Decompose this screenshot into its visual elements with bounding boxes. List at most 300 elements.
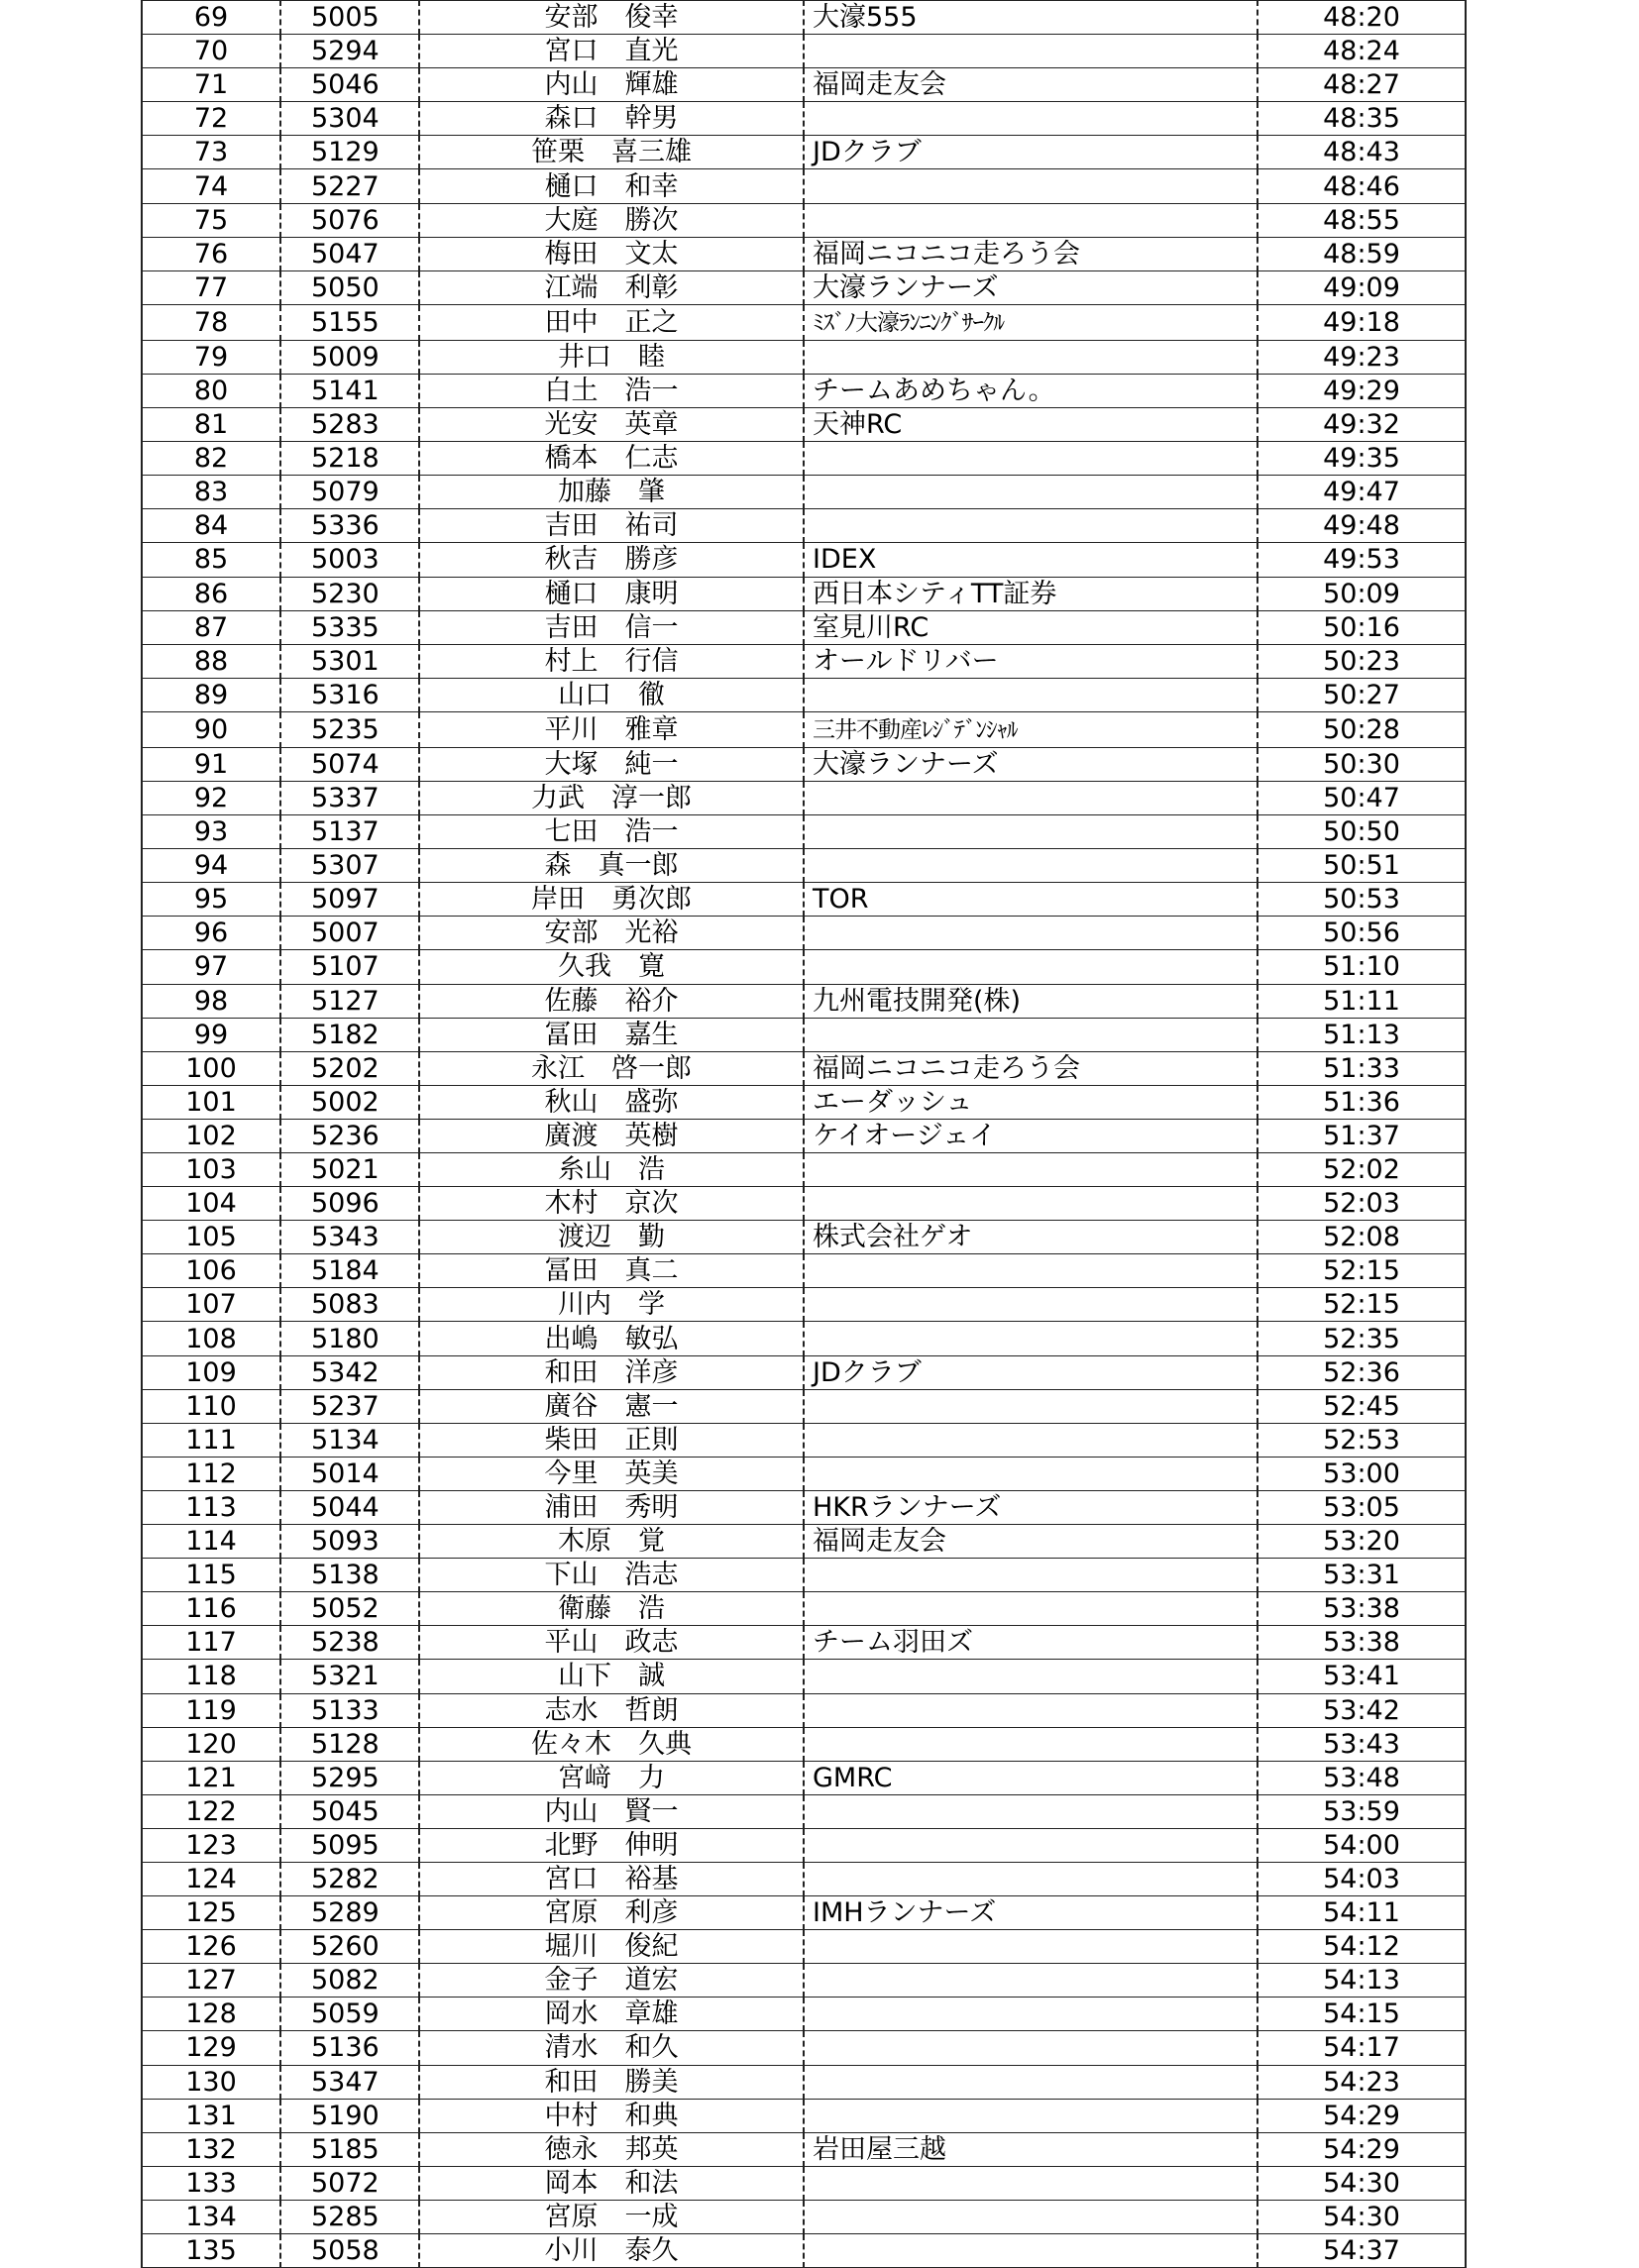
rank-cell (142, 577, 280, 610)
result-row (142, 1457, 1466, 1490)
rank-cell (142, 2132, 280, 2166)
club-cell (804, 270, 1257, 304)
finish-time-cell-text: 54:29 (1323, 2133, 1400, 2165)
runner-name-cell-text: 出嶋 敏弘 (544, 1323, 679, 1354)
rank-cell-text: 82 (193, 443, 229, 475)
result-row (142, 1288, 1466, 1322)
runner-name-cell (419, 237, 804, 270)
rank-cell (142, 1930, 280, 1964)
runner-name-cell (419, 2200, 804, 2233)
bib-number-cell-text: 5182 (311, 1019, 380, 1050)
bib-number-cell-text: 5343 (311, 1222, 380, 1253)
club-cell (804, 678, 1257, 711)
runner-name-cell-text: 木村 京次 (544, 1188, 679, 1220)
rank-cell-text: 77 (193, 271, 229, 303)
bib-number-cell (280, 509, 419, 543)
rank-cell (142, 1727, 280, 1761)
results-table (141, 0, 1467, 2268)
bib-number-cell-text: 5283 (311, 409, 380, 441)
bib-number-cell-text: 5295 (311, 1762, 380, 1793)
runner-name-cell-text: 中村 和典 (544, 2100, 679, 2131)
finish-time-cell-text: 54:17 (1323, 2032, 1400, 2064)
rank-cell (142, 408, 280, 442)
bib-number-cell-text: 5007 (311, 918, 380, 949)
finish-time-cell (1257, 1018, 1466, 1051)
bib-number-cell (280, 169, 419, 203)
runner-name-cell (419, 1693, 804, 1727)
result-row (142, 678, 1466, 711)
club-cell-text: GMRC (813, 1762, 893, 1793)
result-row (142, 1018, 1466, 1051)
bib-number-cell (280, 1727, 419, 1761)
club-cell (804, 577, 1257, 610)
club-cell (804, 408, 1257, 442)
runner-name-cell (419, 1018, 804, 1051)
finish-time-cell-text: 51:10 (1323, 951, 1400, 983)
bib-number-cell (280, 1322, 419, 1355)
runner-name-cell-text: 力武 淳一郎 (531, 783, 692, 814)
runner-name-cell (419, 270, 804, 304)
finish-time-cell-text: 50:50 (1323, 816, 1400, 848)
finish-time-cell (1257, 1930, 1466, 1964)
result-row (142, 577, 1466, 610)
finish-time-cell (1257, 237, 1466, 270)
runner-name-cell-text: 岸田 勇次郎 (531, 884, 692, 916)
runner-name-cell-text: 衛藤 浩 (558, 1593, 665, 1625)
finish-time-cell-text: 54:30 (1323, 2201, 1400, 2232)
rank-cell-text: 109 (185, 1356, 237, 1388)
finish-time-cell (1257, 1964, 1466, 1998)
bib-number-cell-text: 5138 (311, 1560, 380, 1591)
finish-time-cell (1257, 1423, 1466, 1457)
runner-name-cell-text: 徳永 邦英 (544, 2133, 679, 2165)
result-row (142, 917, 1466, 950)
bib-number-cell (280, 1592, 419, 1626)
runner-name-cell (419, 543, 804, 577)
bib-number-cell-text: 5128 (311, 1728, 380, 1760)
finish-time-cell-text: 52:08 (1323, 1222, 1400, 1253)
runner-name-cell (419, 442, 804, 476)
runner-name-cell-text: 秋吉 勝彦 (544, 544, 679, 576)
result-row (142, 203, 1466, 237)
rank-cell (142, 304, 280, 340)
runner-name-cell (419, 1828, 804, 1862)
finish-time-cell (1257, 1761, 1466, 1794)
rank-cell (142, 2166, 280, 2200)
finish-time-cell (1257, 1221, 1466, 1254)
finish-time-cell (1257, 815, 1466, 849)
finish-time-cell-text: 50:23 (1323, 645, 1400, 677)
runner-name-cell-text: 樋口 康明 (544, 578, 679, 609)
club-cell (804, 1355, 1257, 1389)
finish-time-cell (1257, 509, 1466, 543)
result-row (142, 374, 1466, 407)
rank-cell-text: 108 (185, 1323, 237, 1354)
rank-cell-text: 76 (193, 238, 229, 270)
finish-time-cell-text: 54:00 (1323, 1829, 1400, 1861)
runner-name-cell-text: 大塚 純一 (544, 748, 679, 780)
club-cell-text: 福岡走友会 (813, 69, 946, 101)
bib-number-cell (280, 1051, 419, 1085)
rank-cell-text: 74 (193, 170, 229, 202)
finish-time-cell-text: 48:35 (1323, 103, 1400, 135)
rank-cell-text: 124 (185, 1864, 237, 1895)
runner-name-cell-text: 白土 浩一 (544, 375, 679, 406)
bib-number-cell-text: 5316 (311, 679, 380, 710)
rank-cell (142, 1490, 280, 1524)
club-cell (804, 1930, 1257, 1964)
finish-time-cell (1257, 610, 1466, 644)
bib-number-cell-text: 5336 (311, 510, 380, 542)
rank-cell-text: 89 (193, 679, 229, 710)
bib-number-cell-text: 5155 (311, 306, 380, 338)
bib-number-cell (280, 1457, 419, 1490)
result-row (142, 610, 1466, 644)
runner-name-cell (419, 68, 804, 102)
bib-number-cell (280, 1119, 419, 1152)
rank-cell (142, 136, 280, 169)
club-cell (804, 1119, 1257, 1152)
finish-time-cell (1257, 2200, 1466, 2233)
result-row (142, 1221, 1466, 1254)
bib-number-cell (280, 1254, 419, 1288)
club-cell-text: チーム羽田ズ (813, 1627, 973, 1659)
finish-time-cell-text: 52:36 (1323, 1356, 1400, 1388)
club-cell-text: 天神RC (813, 409, 903, 441)
club-cell (804, 1051, 1257, 1085)
club-cell (804, 136, 1257, 169)
result-row (142, 1660, 1466, 1693)
finish-time-cell (1257, 1592, 1466, 1626)
bib-number-cell (280, 304, 419, 340)
bib-number-cell-text: 5095 (311, 1829, 380, 1861)
runner-name-cell (419, 950, 804, 984)
finish-time-cell-text: 52:35 (1323, 1323, 1400, 1354)
club-cell (804, 883, 1257, 917)
result-row (142, 1153, 1466, 1187)
runner-name-cell (419, 1794, 804, 1828)
bib-number-cell (280, 644, 419, 678)
bib-number-cell (280, 1187, 419, 1221)
rank-cell (142, 1153, 280, 1187)
runner-name-cell-text: 宮原 利彦 (544, 1897, 679, 1929)
finish-time-cell-text: 54:15 (1323, 1998, 1400, 2030)
club-cell-text: JDクラブ (813, 1356, 922, 1388)
result-row (142, 169, 1466, 203)
bib-number-cell-text: 5072 (311, 2167, 380, 2199)
runner-name-cell (419, 1288, 804, 1322)
result-row (142, 304, 1466, 340)
runner-name-cell (419, 1254, 804, 1288)
rank-cell-text: 84 (193, 510, 229, 542)
rank-cell-text: 85 (193, 544, 229, 576)
result-row (142, 1592, 1466, 1626)
runner-name-cell-text: 冨田 真二 (544, 1255, 679, 1287)
result-row (142, 1187, 1466, 1221)
club-cell-text: 大濠555 (813, 2, 918, 34)
rank-cell (142, 950, 280, 984)
bib-number-cell (280, 678, 419, 711)
finish-time-cell (1257, 2031, 1466, 2065)
runner-name-cell-text: 久我 寛 (558, 951, 665, 983)
runner-name-cell (419, 1085, 804, 1119)
runner-name-cell-text: 岡本 和法 (544, 2167, 679, 2199)
result-row (142, 1727, 1466, 1761)
bib-number-cell (280, 2065, 419, 2099)
finish-time-cell (1257, 1862, 1466, 1895)
runner-name-cell (419, 1322, 804, 1355)
runner-name-cell-text: 樋口 和幸 (544, 170, 679, 202)
runner-name-cell-text: 木原 覚 (558, 1526, 665, 1558)
bib-number-cell (280, 35, 419, 68)
bib-number-cell (280, 1355, 419, 1389)
bib-number-cell (280, 2132, 419, 2166)
finish-time-cell (1257, 1119, 1466, 1152)
result-row (142, 1998, 1466, 2031)
rank-cell (142, 169, 280, 203)
club-cell-text: TOR (813, 884, 869, 916)
club-cell (804, 509, 1257, 543)
rank-cell-text: 80 (193, 375, 229, 406)
bib-number-cell-text: 5009 (311, 341, 380, 373)
finish-time-cell-text: 52:15 (1323, 1255, 1400, 1287)
finish-time-cell-text: 50:47 (1323, 783, 1400, 814)
club-cell-text: 大濠ランナーズ (813, 271, 999, 303)
bib-number-cell (280, 1525, 419, 1559)
runner-name-cell (419, 1051, 804, 1085)
club-cell (804, 1, 1257, 35)
result-row (142, 1322, 1466, 1355)
club-cell-text: 福岡走友会 (813, 1526, 946, 1558)
runner-name-cell-text: 糸山 浩 (558, 1154, 665, 1186)
bib-number-cell-text: 5096 (311, 1188, 380, 1220)
rank-cell (142, 1862, 280, 1895)
bib-number-cell (280, 1896, 419, 1930)
rank-cell-text: 83 (193, 477, 229, 508)
rank-cell-text: 94 (193, 850, 229, 882)
club-cell (804, 102, 1257, 136)
bib-number-cell (280, 1693, 419, 1727)
bib-number-cell-text: 5047 (311, 238, 380, 270)
club-cell (804, 711, 1257, 747)
runner-name-cell-text: 冨田 嘉生 (544, 1019, 679, 1050)
bib-number-cell (280, 711, 419, 747)
result-row (142, 270, 1466, 304)
rank-cell-text: 101 (185, 1086, 237, 1118)
bib-number-cell (280, 476, 419, 509)
bib-number-cell-text: 5050 (311, 271, 380, 303)
finish-time-cell-text: 53:05 (1323, 1491, 1400, 1523)
runner-name-cell (419, 678, 804, 711)
finish-time-cell-text: 51:37 (1323, 1120, 1400, 1151)
finish-time-cell-text: 53:38 (1323, 1627, 1400, 1659)
club-cell (804, 2234, 1257, 2268)
runner-name-cell-text: 柴田 正則 (544, 1424, 679, 1456)
finish-time-cell-text: 54:03 (1323, 1864, 1400, 1895)
runner-name-cell (419, 476, 804, 509)
rank-cell-text: 72 (193, 103, 229, 135)
runner-name-cell-text: 橋本 仁志 (544, 443, 679, 475)
club-cell (804, 849, 1257, 883)
rank-cell (142, 1559, 280, 1592)
runner-name-cell (419, 883, 804, 917)
rank-cell (142, 2234, 280, 2268)
rank-cell-text: 73 (193, 137, 229, 168)
rank-cell (142, 1592, 280, 1626)
finish-time-cell-text: 51:11 (1323, 985, 1400, 1017)
club-cell (804, 1862, 1257, 1895)
club-cell (804, 237, 1257, 270)
result-row (142, 35, 1466, 68)
result-row (142, 136, 1466, 169)
finish-time-cell (1257, 270, 1466, 304)
finish-time-cell (1257, 2065, 1466, 2099)
result-row (142, 340, 1466, 374)
club-cell (804, 1525, 1257, 1559)
runner-name-cell (419, 1221, 804, 1254)
runner-name-cell-text: 金子 道宏 (544, 1965, 679, 1997)
bib-number-cell-text: 5097 (311, 884, 380, 916)
rank-cell-text: 103 (185, 1154, 237, 1186)
finish-time-cell-text: 48:27 (1323, 69, 1400, 101)
result-row (142, 1896, 1466, 1930)
rank-cell-text: 123 (185, 1829, 237, 1861)
finish-time-cell-text: 49:32 (1323, 409, 1400, 441)
rank-cell (142, 1693, 280, 1727)
runner-name-cell-text: 秋山 盛弥 (544, 1086, 679, 1118)
club-cell (804, 442, 1257, 476)
runner-name-cell (419, 1896, 804, 1930)
runner-name-cell (419, 1626, 804, 1660)
result-row (142, 984, 1466, 1018)
finish-time-cell (1257, 1727, 1466, 1761)
finish-time-cell-text: 48:46 (1323, 170, 1400, 202)
club-cell (804, 2031, 1257, 2065)
finish-time-cell-text: 52:53 (1323, 1424, 1400, 1456)
result-row (142, 950, 1466, 984)
rank-cell (142, 2200, 280, 2233)
bib-number-cell-text: 5093 (311, 1526, 380, 1558)
club-cell (804, 2166, 1257, 2200)
rank-cell-text: 126 (185, 1931, 237, 1963)
runner-name-cell-text: 安部 俊幸 (544, 2, 679, 34)
bib-number-cell (280, 1153, 419, 1187)
club-cell (804, 543, 1257, 577)
bib-number-cell-text: 5307 (311, 850, 380, 882)
club-cell (804, 747, 1257, 781)
finish-time-cell-text: 51:33 (1323, 1052, 1400, 1084)
club-cell-text: エーダッシュ (813, 1086, 973, 1118)
finish-time-cell-text: 48:59 (1323, 238, 1400, 270)
rank-cell-text: 105 (185, 1222, 237, 1253)
rank-cell (142, 2031, 280, 2065)
club-cell (804, 2132, 1257, 2166)
runner-name-cell (419, 917, 804, 950)
runner-name-cell-text: 志水 哲朗 (544, 1694, 679, 1726)
club-cell (804, 1761, 1257, 1794)
bib-number-cell (280, 203, 419, 237)
finish-time-cell (1257, 2132, 1466, 2166)
bib-number-cell-text: 5052 (311, 1593, 380, 1625)
finish-time-cell-text: 54:29 (1323, 2100, 1400, 2131)
runner-name-cell (419, 1862, 804, 1895)
result-row (142, 1930, 1466, 1964)
finish-time-cell (1257, 35, 1466, 68)
runner-name-cell-text: 梅田 文太 (544, 238, 679, 270)
runner-name-cell-text: 堀川 俊紀 (544, 1931, 679, 1963)
rank-cell (142, 1221, 280, 1254)
rank-cell-text: 90 (193, 713, 229, 745)
bib-number-cell (280, 1, 419, 35)
club-cell (804, 203, 1257, 237)
rank-cell (142, 270, 280, 304)
bib-number-cell (280, 917, 419, 950)
rank-cell (142, 1828, 280, 1862)
result-row (142, 237, 1466, 270)
finish-time-cell-text: 48:55 (1323, 204, 1400, 236)
result-row (142, 1254, 1466, 1288)
bib-number-cell-text: 5133 (311, 1694, 380, 1726)
rank-cell (142, 1085, 280, 1119)
club-cell (804, 1187, 1257, 1221)
finish-time-cell (1257, 1051, 1466, 1085)
runner-name-cell-text: 清水 和久 (544, 2032, 679, 2064)
runner-name-cell (419, 1490, 804, 1524)
club-cell (804, 340, 1257, 374)
runner-name-cell (419, 815, 804, 849)
rank-cell-text: 69 (193, 2, 229, 34)
finish-time-cell-text: 48:20 (1323, 2, 1400, 34)
finish-time-cell-text: 53:31 (1323, 1560, 1400, 1591)
finish-time-cell-text: 50:51 (1323, 850, 1400, 882)
bib-number-cell (280, 1559, 419, 1592)
rank-cell (142, 747, 280, 781)
club-cell-text: 岩田屋三越 (813, 2133, 946, 2165)
runner-name-cell (419, 1119, 804, 1152)
finish-time-cell-text: 49:48 (1323, 510, 1400, 542)
rank-cell-text: 81 (193, 409, 229, 441)
finish-time-cell (1257, 1187, 1466, 1221)
finish-time-cell (1257, 2099, 1466, 2132)
rank-cell-text: 111 (185, 1424, 237, 1456)
club-cell (804, 1592, 1257, 1626)
bib-number-cell-text: 5014 (311, 1458, 380, 1489)
finish-time-cell-text: 53:00 (1323, 1458, 1400, 1489)
finish-time-cell-text: 53:48 (1323, 1762, 1400, 1793)
finish-time-cell (1257, 102, 1466, 136)
result-row (142, 1525, 1466, 1559)
rank-cell (142, 476, 280, 509)
finish-time-cell-text: 52:45 (1323, 1390, 1400, 1422)
bib-number-cell (280, 610, 419, 644)
club-cell (804, 1288, 1257, 1322)
finish-time-cell (1257, 408, 1466, 442)
runner-name-cell-text: 江端 利彰 (544, 271, 679, 303)
bib-number-cell-text: 5321 (311, 1661, 380, 1692)
finish-time-cell-text: 54:13 (1323, 1965, 1400, 1997)
finish-time-cell-text: 54:23 (1323, 2066, 1400, 2098)
bib-number-cell (280, 136, 419, 169)
result-row (142, 1626, 1466, 1660)
bib-number-cell-text: 5134 (311, 1424, 380, 1456)
result-row (142, 1, 1466, 35)
result-row (142, 2234, 1466, 2268)
rank-cell (142, 1051, 280, 1085)
rank-cell-text: 132 (185, 2133, 237, 2165)
finish-time-cell-text: 53:43 (1323, 1728, 1400, 1760)
club-cell-text: 三井不動産ﾚｼﾞﾃﾞﾝｼｬﾙ (813, 716, 1018, 743)
rank-cell (142, 442, 280, 476)
